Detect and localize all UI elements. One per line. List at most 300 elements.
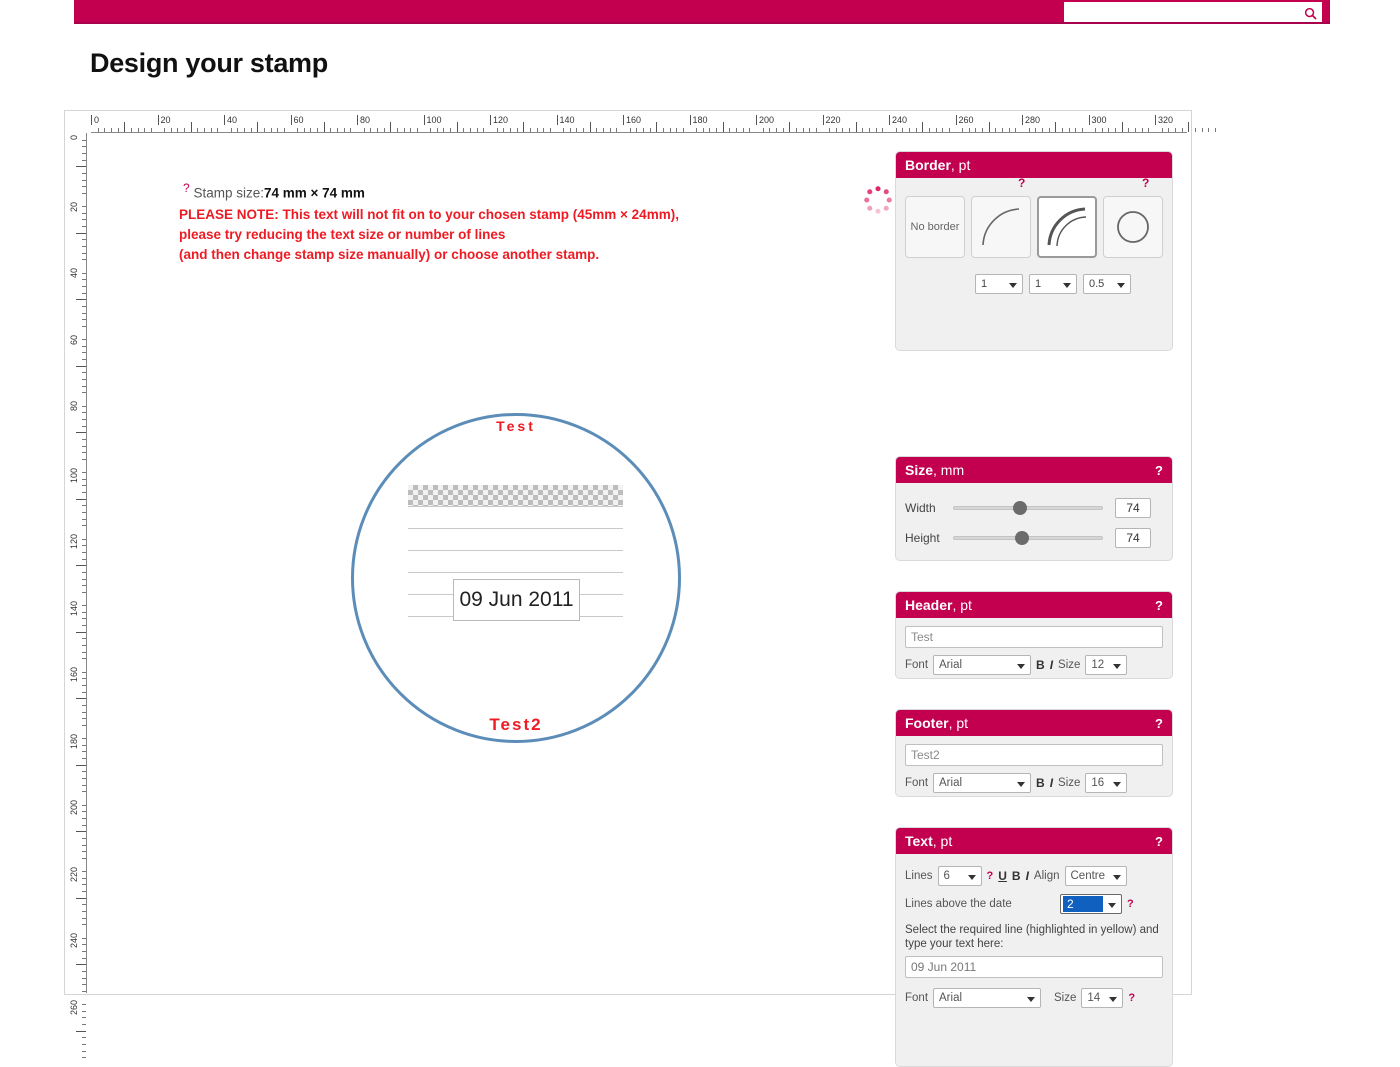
ruler-tick [1095, 128, 1096, 132]
header-font-select[interactable]: Arial [933, 655, 1031, 675]
ruler-tick [231, 128, 232, 132]
ruler-tick [1182, 128, 1183, 132]
ruler-tick [776, 128, 777, 132]
ruler-tick [82, 426, 86, 427]
ruler-tick [82, 712, 86, 713]
height-value[interactable]: 74 [1115, 528, 1151, 548]
ruler-tick [503, 128, 504, 132]
ruler-tick [82, 406, 86, 407]
stamp-text-lines[interactable] [408, 485, 623, 617]
ruler-tick [82, 253, 86, 254]
ruler-tick [82, 446, 86, 447]
border-option-none-label: No border [910, 220, 960, 233]
ruler-tick [76, 898, 86, 899]
ruler-tick [590, 122, 591, 132]
warning-line-3: (and then change stamp size manually) or choose another stamp. [179, 247, 600, 262]
header-help-icon[interactable]: ? [1155, 597, 1163, 613]
header-italic-button[interactable]: I [1049, 658, 1054, 672]
stamp-size-info [183, 181, 365, 201]
ruler-h-label: 120 [490, 115, 508, 125]
text-size-label: Size [1054, 992, 1077, 1004]
ruler-tick [650, 128, 651, 132]
ruler-v-label: 40 [69, 268, 79, 279]
ruler-tick [76, 632, 86, 633]
ruler-tick [244, 128, 245, 132]
ruler-tick [902, 128, 903, 132]
ruler-tick [82, 805, 86, 806]
ruler-tick [82, 313, 86, 314]
ruler-tick [1062, 128, 1063, 132]
ruler-tick [929, 128, 930, 132]
ruler-tick [470, 128, 471, 132]
ruler-tick [82, 884, 86, 885]
search-input[interactable] [1064, 2, 1322, 22]
width-slider-track[interactable] [953, 506, 1103, 510]
ruler-tick [1042, 128, 1043, 132]
ruler-tick [337, 128, 338, 132]
ruler-tick [803, 128, 804, 132]
ruler-tick [82, 638, 86, 639]
text-help-icon[interactable]: ? [1155, 833, 1163, 849]
border-style-options[interactable] [905, 196, 1163, 268]
lines-above-date-label: Lines above the date [905, 898, 1012, 910]
ruler-tick [1102, 128, 1103, 132]
ruler-tick [184, 128, 185, 132]
ruler-tick [76, 166, 86, 167]
text-lines-row [905, 866, 1163, 886]
lines-help-icon[interactable]: ? [986, 870, 994, 882]
text-underline-button[interactable]: U [998, 869, 1007, 883]
ruler-tick [211, 128, 212, 132]
search-icon[interactable] [1304, 7, 1317, 20]
ruler-h-label: 240 [889, 115, 907, 125]
ruler-v-label: 180 [69, 733, 79, 749]
ruler-tick [404, 128, 405, 132]
lines-above-date-select[interactable] [1060, 894, 1122, 914]
ruler-tick [82, 991, 86, 992]
ruler-tick [796, 128, 797, 132]
ruler-tick [82, 153, 86, 154]
ruler-tick [151, 128, 152, 132]
border-gap-select[interactable]: 0.5 [1083, 274, 1131, 294]
border-size-selects[interactable] [905, 274, 1163, 294]
ruler-tick [550, 128, 551, 132]
ruler-h-label: 140 [557, 115, 575, 125]
ruler-tick [457, 122, 458, 132]
ruler-tick [82, 519, 86, 520]
size-panel-title: Size [905, 462, 934, 478]
footer-italic-button[interactable]: I [1049, 776, 1054, 790]
ruler-h-label: 280 [1022, 115, 1040, 125]
ruler-tick [909, 128, 910, 132]
ruler-tick [723, 122, 724, 132]
ruler-tick [124, 122, 125, 132]
footer-text-input[interactable]: Test2 [905, 744, 1163, 766]
ruler-tick [104, 128, 105, 132]
warning-line-2: please try reducing the text size or number of lines [179, 227, 506, 242]
ruler-tick [82, 545, 86, 546]
lines-label: Lines [905, 870, 933, 882]
ruler-h-label: 40 [224, 115, 237, 125]
ruler-tick [1009, 128, 1010, 132]
ruler-tick [630, 128, 631, 132]
ruler-tick [82, 525, 86, 526]
ruler-tick [82, 552, 86, 553]
ruler-tick [277, 128, 278, 132]
warning-line-1: PLEASE NOTE: This text will not fit on to your chosen stamp (45mm × 24mm), [179, 207, 679, 222]
ruler-v-label: 120 [69, 534, 79, 550]
ruler-tick [82, 1004, 86, 1005]
ruler-tick [603, 128, 604, 132]
ruler-tick [82, 1037, 86, 1038]
text-panel-header [896, 828, 1172, 854]
ruler-h-label: 220 [823, 115, 841, 125]
ruler-tick [82, 472, 86, 473]
ruler-tick [82, 213, 86, 214]
ruler-tick [876, 128, 877, 132]
ruler-tick [82, 293, 86, 294]
site-nav[interactable] [74, 0, 1054, 24]
loading-spinner-icon [863, 185, 893, 215]
text-font-select[interactable]: Arial [933, 988, 1041, 1008]
stamp-header-text[interactable]: Test [496, 418, 536, 434]
ruler-tick [1175, 128, 1176, 132]
ruler-tick [82, 672, 86, 673]
stamp-line-2[interactable] [408, 507, 623, 529]
ruler-h-label: 300 [1089, 115, 1107, 125]
text-instruction: Select the required line (highlighted in yellow) and type your text here: [905, 924, 1159, 950]
ruler-tick [1075, 128, 1076, 132]
ruler-v-label: 260 [69, 999, 79, 1015]
ruler-tick [82, 186, 86, 187]
ruler-tick [82, 858, 86, 859]
footer-font-select[interactable]: Arial [933, 773, 1031, 793]
ruler-tick [1002, 128, 1003, 132]
stamp-line-3[interactable] [408, 529, 623, 551]
ruler-tick [729, 128, 730, 132]
ruler-tick [82, 944, 86, 945]
lines-above-date-value[interactable]: 2 [1063, 896, 1103, 912]
ruler-tick [82, 359, 86, 360]
size-panel-header [896, 457, 1172, 483]
text-font-row [905, 988, 1163, 1008]
ruler-tick [656, 122, 657, 132]
align-select[interactable]: Centre [1065, 866, 1127, 886]
ruler-tick [82, 818, 86, 819]
header-size-label: Size [1058, 659, 1081, 671]
stamp-line-4[interactable] [408, 551, 623, 573]
ruler-tick [809, 128, 810, 132]
ruler-tick [982, 128, 983, 132]
size-warning-message [179, 205, 899, 265]
ruler-tick [417, 128, 418, 132]
ruler-tick [76, 964, 86, 965]
ruler-tick [576, 128, 577, 132]
ruler-tick [76, 1031, 86, 1032]
ruler-tick [82, 539, 86, 540]
ruler-tick [82, 1011, 86, 1012]
ruler-tick [616, 128, 617, 132]
ruler-tick [82, 173, 86, 174]
ruler-tick [82, 618, 86, 619]
ruler-tick [563, 128, 564, 132]
ruler-tick [82, 718, 86, 719]
ruler-tick [82, 219, 86, 220]
ruler-tick [177, 128, 178, 132]
ruler-tick [583, 128, 584, 132]
ruler-tick [856, 122, 857, 132]
stamp-date-field[interactable]: 09 Jun 2011 [453, 579, 580, 621]
border-outer-width-select[interactable]: 1 [975, 274, 1023, 294]
ruler-tick [82, 193, 86, 194]
width-value[interactable]: 74 [1115, 498, 1151, 518]
ruler-h-label: 260 [956, 115, 974, 125]
ruler-v-label: 80 [69, 401, 79, 412]
size-help-icon[interactable]: ? [1155, 462, 1163, 478]
header-panel [895, 591, 1173, 679]
lines-select[interactable]: 6 [938, 866, 982, 886]
ruler-h-label: 0 [91, 115, 99, 125]
text-size-select[interactable]: 14 [1081, 988, 1123, 1008]
border-panel-title: Border [905, 157, 951, 173]
ruler-tick [76, 831, 86, 832]
ruler-tick [82, 851, 86, 852]
ruler-tick [703, 128, 704, 132]
ruler-tick [76, 366, 86, 367]
border-panel-header [896, 152, 1172, 178]
height-label: Height [905, 531, 940, 545]
ruler-tick [995, 128, 996, 132]
height-row [905, 525, 1163, 551]
ruler-v-label: 220 [69, 866, 79, 882]
ruler-tick [1029, 128, 1030, 132]
ruler-tick [82, 1024, 86, 1025]
ruler-tick [676, 128, 677, 132]
ruler-tick [483, 128, 484, 132]
ruler-tick [82, 452, 86, 453]
header-font-label: Font [905, 659, 929, 671]
ruler-tick [82, 845, 86, 846]
ruler-tick [82, 871, 86, 872]
ruler-tick [1015, 128, 1016, 132]
ruler-tick [749, 128, 750, 132]
ruler-tick [716, 128, 717, 132]
border-size-help-icon[interactable]: ? [1142, 176, 1150, 190]
width-slider-knob[interactable] [1013, 501, 1027, 515]
footer-size-select[interactable]: 16 [1085, 773, 1127, 793]
ruler-v-label: 20 [69, 201, 79, 212]
ruler-tick [936, 128, 937, 132]
text-bold-button[interactable]: B [1011, 869, 1021, 883]
ruler-tick [82, 791, 86, 792]
ruler-tick [197, 128, 198, 132]
header-bold-button[interactable]: B [1036, 658, 1045, 672]
ruler-tick [596, 128, 597, 132]
ruler-tick [543, 128, 544, 132]
ruler-tick [82, 658, 86, 659]
ruler-tick [709, 128, 710, 132]
ruler-h-label: 320 [1155, 115, 1173, 125]
footer-help-icon[interactable]: ? [1155, 715, 1163, 731]
ruler-tick [816, 128, 817, 132]
ruler-tick [769, 128, 770, 132]
width-row [905, 495, 1163, 521]
align-label: Align [1033, 870, 1060, 882]
height-slider-knob[interactable] [1015, 531, 1029, 545]
ruler-tick [82, 326, 86, 327]
border-circle-icon [1111, 205, 1155, 249]
height-slider[interactable] [953, 530, 1103, 546]
text-panel-unit: , pt [932, 833, 953, 849]
ruler-tick [204, 128, 205, 132]
ruler-tick [82, 1051, 86, 1052]
ruler-tick [1208, 128, 1209, 132]
ruler-tick [82, 160, 86, 161]
ruler-tick [82, 678, 86, 679]
footer-size-label: Size [1058, 777, 1081, 789]
ruler-tick [942, 128, 943, 132]
ruler-tick [82, 1057, 86, 1058]
text-font-label: Font [905, 992, 929, 1004]
ruler-tick [523, 122, 524, 132]
ruler-tick [670, 128, 671, 132]
stamp-footer-text[interactable]: Test2 [489, 715, 543, 734]
ruler-tick [82, 924, 86, 925]
header-size-select[interactable]: 12 [1085, 655, 1127, 675]
ruler-tick [82, 978, 86, 979]
ruler-tick [443, 128, 444, 132]
ruler-tick [237, 128, 238, 132]
ruler-tick [82, 226, 86, 227]
border-option-double[interactable] [1037, 196, 1097, 258]
border-option-thin[interactable] [971, 196, 1031, 258]
ruler-tick [144, 128, 145, 132]
ruler-tick [610, 128, 611, 132]
border-option-none[interactable] [905, 196, 965, 258]
ruler-tick [82, 319, 86, 320]
ruler-tick [663, 128, 664, 132]
border-inner-width-select[interactable]: 1 [1029, 274, 1077, 294]
width-label: Width [905, 501, 936, 515]
ruler-tick [1188, 122, 1189, 132]
border-style-help-icon[interactable]: ? [1018, 176, 1026, 190]
stamp-size-value: 74 mm × 74 mm [263, 185, 365, 201]
ruler-h-label: 60 [291, 115, 304, 125]
ruler-tick [783, 128, 784, 132]
ruler-tick [82, 259, 86, 260]
ruler-tick [82, 692, 86, 693]
ruler-tick [1082, 128, 1083, 132]
ruler-tick [497, 128, 498, 132]
ruler-tick [1202, 128, 1203, 132]
ruler-tick [82, 372, 86, 373]
stamp-preview[interactable] [351, 413, 681, 743]
text-font-help-icon[interactable]: ? [1128, 992, 1136, 1004]
ruler-tick [384, 128, 385, 132]
ruler-tick [1135, 128, 1136, 132]
ruler-v-label: 140 [69, 600, 79, 616]
ruler-tick [82, 904, 86, 905]
ruler-tick [969, 128, 970, 132]
ruler-tick [397, 128, 398, 132]
ruler-tick [82, 971, 86, 972]
ruler-h-label: 100 [424, 115, 442, 125]
ruler-tick [82, 1044, 86, 1045]
border-option-circle[interactable] [1103, 196, 1163, 258]
ruler-tick [76, 499, 86, 500]
ruler-tick [82, 459, 86, 460]
ruler-tick [763, 128, 764, 132]
ruler-v-label: 0 [69, 135, 79, 141]
ruler-tick [317, 128, 318, 132]
ruler-tick [82, 878, 86, 879]
ruler-tick [82, 246, 86, 247]
ruler-tick [1142, 128, 1143, 132]
ruler-tick [171, 128, 172, 132]
ruler-tick [82, 180, 86, 181]
size-panel [895, 456, 1173, 561]
stamp-line-1[interactable] [408, 485, 623, 507]
vertical-ruler [69, 133, 87, 1015]
stamp-size-label: Stamp size: [193, 185, 264, 201]
ruler-tick [517, 128, 518, 132]
ruler-tick [76, 432, 86, 433]
ruler-tick [82, 605, 86, 606]
line-text-input[interactable]: 09 Jun 2011 [905, 956, 1163, 978]
question-mark-icon[interactable]: ? [183, 181, 190, 195]
ruler-tick [82, 412, 86, 413]
ruler-tick [118, 128, 119, 132]
ruler-tick [82, 140, 86, 141]
horizontal-ruler [91, 115, 1187, 133]
ruler-tick [836, 128, 837, 132]
ruler-tick [1069, 128, 1070, 132]
ruler-tick [1115, 128, 1116, 132]
ruler-tick [789, 122, 790, 132]
ruler-v-label: 60 [69, 334, 79, 345]
ruler-tick [111, 128, 112, 132]
header-text-input[interactable]: Test [905, 626, 1163, 648]
ruler-tick [82, 306, 86, 307]
border-thin-icon [979, 205, 1023, 249]
footer-panel [895, 709, 1173, 797]
ruler-tick [1128, 128, 1129, 132]
ruler-tick [82, 891, 86, 892]
ruler-tick [82, 612, 86, 613]
text-italic-button[interactable]: I [1025, 869, 1029, 883]
ruler-tick [264, 128, 265, 132]
ruler-tick [82, 479, 86, 480]
ruler-tick [370, 128, 371, 132]
header-panel-header [896, 592, 1172, 618]
ruler-tick [643, 128, 644, 132]
ruler-tick [530, 128, 531, 132]
lines-above-date-help-icon[interactable]: ? [1127, 898, 1134, 910]
ruler-tick [1168, 128, 1169, 132]
ruler-tick [82, 273, 86, 274]
ruler-tick [82, 585, 86, 586]
ruler-tick [82, 725, 86, 726]
ruler-tick [82, 751, 86, 752]
ruler-tick [82, 1017, 86, 1018]
ruler-tick [82, 146, 86, 147]
ruler-tick [82, 492, 86, 493]
width-slider[interactable] [953, 500, 1103, 516]
ruler-tick [537, 128, 538, 132]
footer-bold-button[interactable]: B [1036, 776, 1045, 790]
ruler-tick [76, 565, 86, 566]
ruler-h-label: 80 [357, 115, 370, 125]
